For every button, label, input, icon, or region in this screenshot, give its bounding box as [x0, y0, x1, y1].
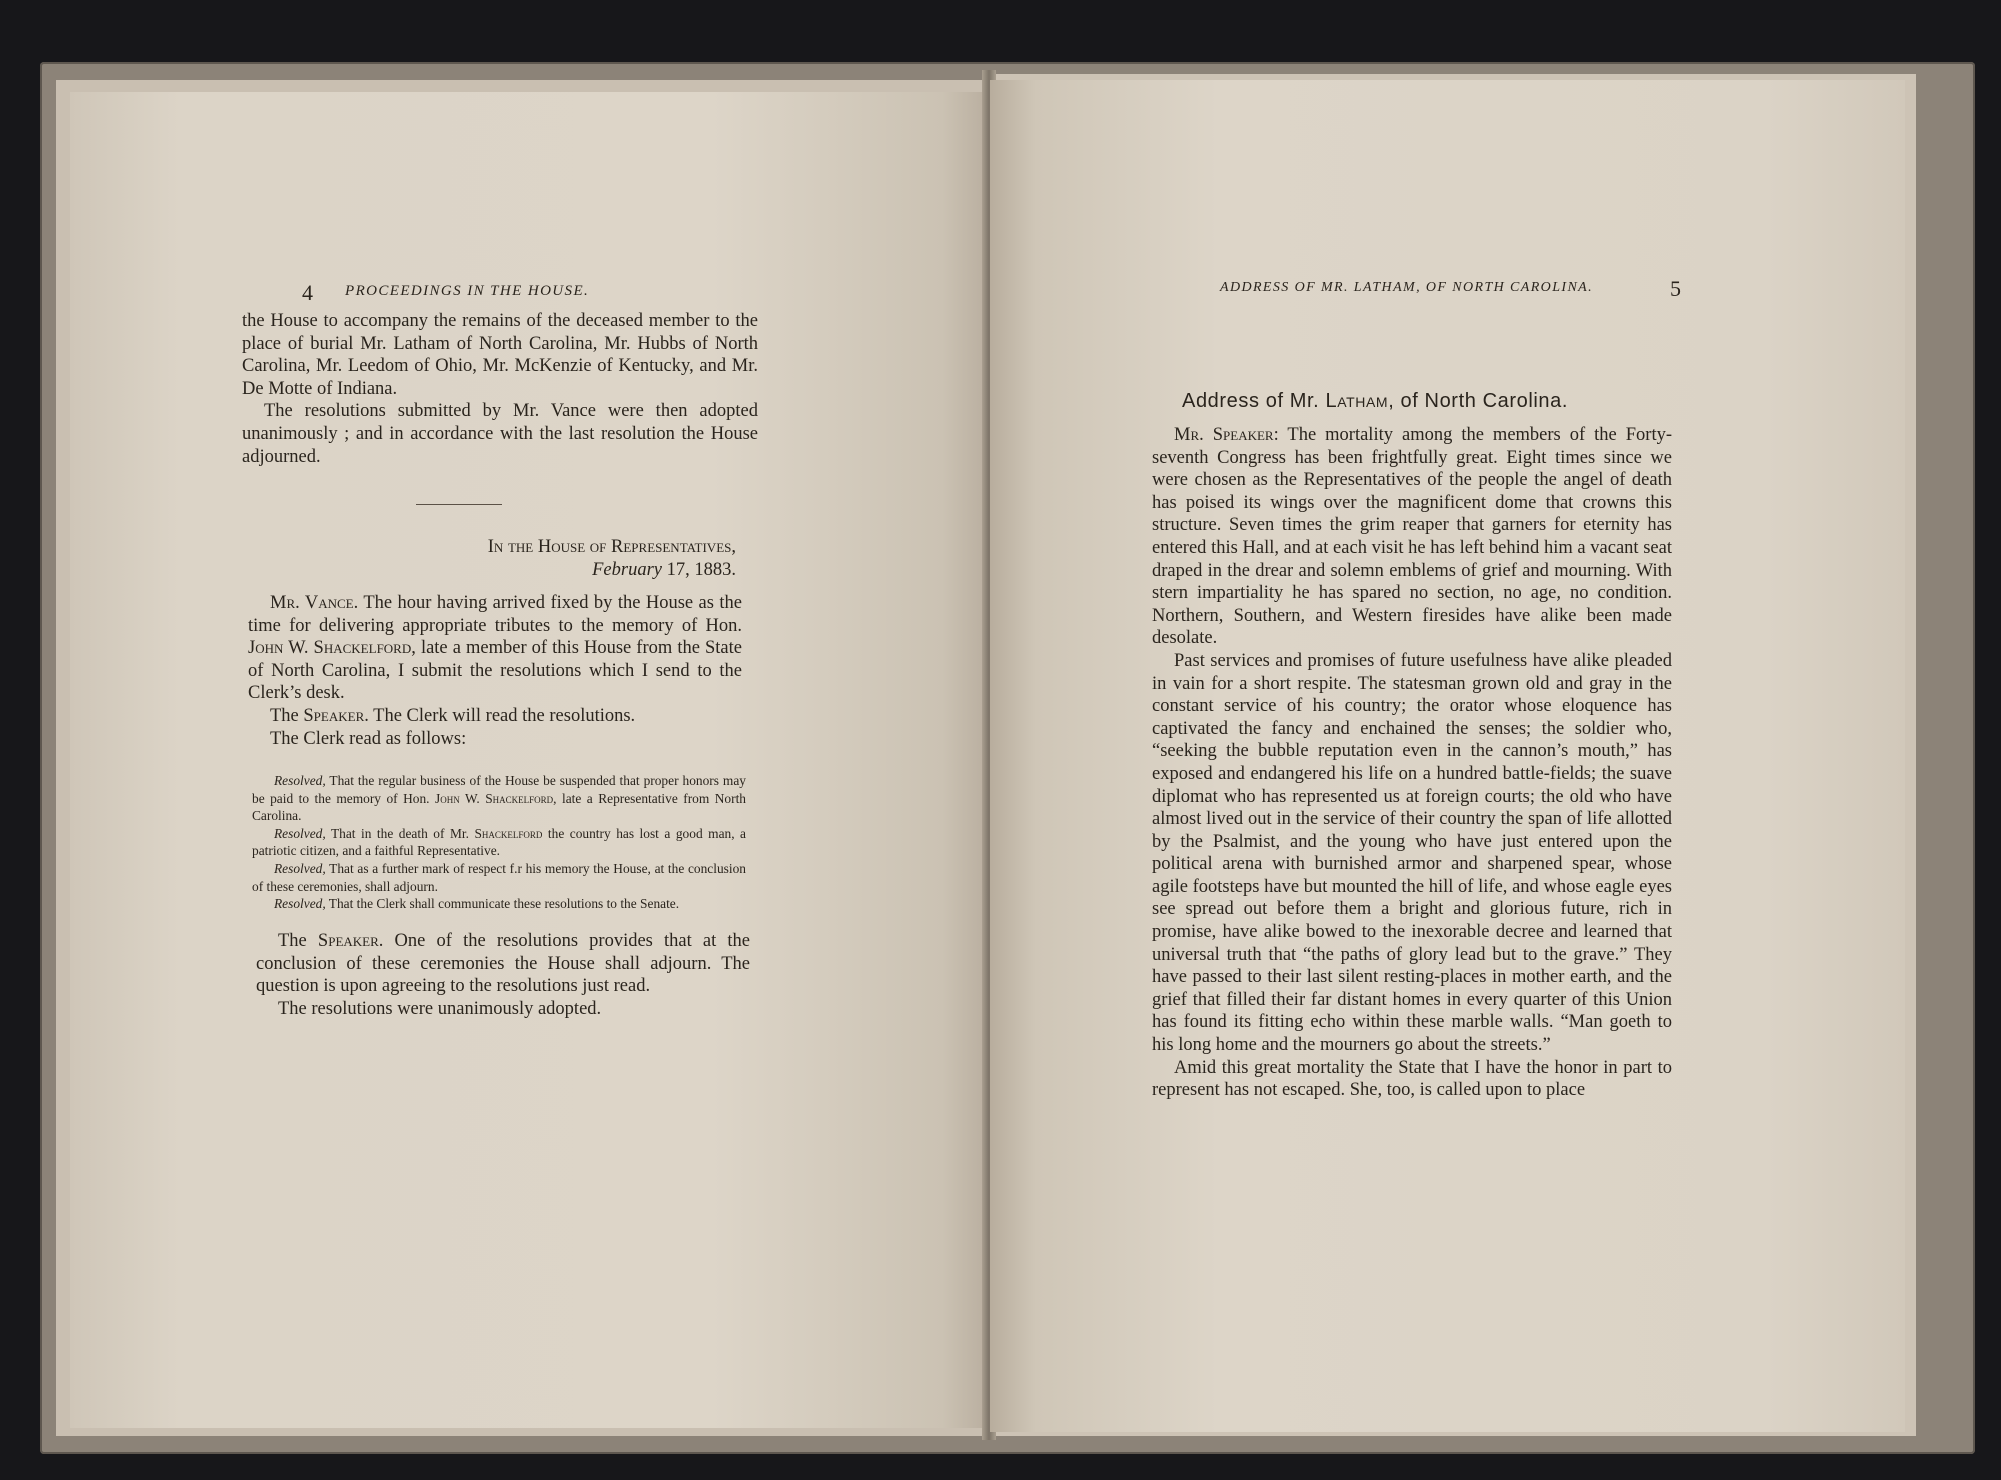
left-text-block-1 — [242, 310, 758, 468]
res4-text: That the Clerk shall communicate these resolutions to the Senate. — [325, 896, 680, 912]
heading-house: In the House of Representatives, — [487, 537, 736, 557]
speaker-vance: Mr. Vance. — [270, 593, 359, 613]
page-number-left: 4 — [302, 280, 313, 305]
vance-remarks — [248, 592, 742, 705]
address-salutation: Mr. Speaker: — [1174, 425, 1279, 445]
title-prefix: Address of Mr. — [1182, 390, 1326, 412]
page-number-right: 5 — [1670, 276, 1681, 301]
res2-name: Shackelford — [474, 825, 543, 841]
resolutions-block — [252, 772, 746, 913]
right-page — [990, 80, 1905, 1432]
res1-name: John W. Shackelford — [435, 790, 554, 806]
speaker-1-prefix: The — [270, 705, 304, 726]
heading-date — [260, 559, 736, 582]
resolution-2 — [252, 825, 746, 860]
heading-day-year: 17, 1883. — [662, 559, 736, 580]
left-page — [70, 92, 988, 1428]
resolution-3 — [252, 860, 746, 895]
vance-text-b: , late a member of this House from the State of North Carolina, I submit the resolutions which I send to the Clerk’s desk. — [248, 638, 742, 704]
paragraph-adopted: The resolutions submitted by Mr. Vance were then adopted unanimously ; and in accordance with the last resolution the House adjourned. — [242, 401, 758, 467]
resolution-4 — [252, 895, 746, 913]
member-name: John W. Shackelford — [248, 638, 412, 659]
resolution-1 — [252, 772, 746, 825]
clerk-line: The Clerk read as follows: — [270, 728, 467, 749]
left-text-block-2 — [248, 592, 742, 750]
speaker-title-2: Speaker — [317, 931, 379, 951]
vance-text-a: The hour having arrived fixed by the House as the time for delivering appropriate tributes to the memory of Hon. — [248, 593, 742, 636]
res3-text: That as a further mark of respect f.r his memory the House, at the conclusion of these ceremonies, shall adjourn. — [252, 860, 746, 894]
left-text-block-3 — [256, 930, 750, 1020]
speaker-2-prefix: The — [278, 931, 318, 951]
speaker-2-text: . One of the resolutions provides that at the conclusion of these ceremonies the House shall adjourn. The question is upon agreeing to the resolutions just read. — [256, 931, 751, 997]
res1-text-a: That the regular business of the House be suspended that proper honors may be paid to the memory of Hon. — [252, 773, 746, 806]
address-paragraph-1 — [1152, 424, 1672, 650]
address-body — [1152, 424, 1672, 1102]
res2-text-a: That in the death of Mr. — [325, 825, 475, 841]
res1-text-b: , late a Representative from North Carolina. — [252, 790, 747, 824]
speaker-title-1: Speaker — [303, 705, 365, 726]
title-name: Latham — [1325, 390, 1389, 412]
address-paragraph-3: Amid this great mortality the State that I have the honor in part to represent has not escaped. She, too, is called upon to place — [1152, 1057, 1672, 1101]
resolved-label-1: Resolved, — [274, 773, 326, 788]
res2-text-b: the country has lost a good man, a patriotic citizen, and a faithful Representative. — [252, 825, 747, 859]
speaker-remark-1 — [248, 705, 742, 728]
paragraph-continuation: the House to accompany the remains of the deceased member to the place of burial Mr. Latham of North Carolina, Mr. Hubbs of North Carolina, Mr. Leedom of Ohio, Mr. McKenzie of Kentucky, and Mr. De Motte of Indiana. — [242, 311, 758, 399]
speaker-1-text: . The Clerk will read the resolutions. — [364, 705, 636, 726]
address-title — [1182, 390, 1568, 413]
title-suffix: , of North Carolina. — [1388, 390, 1569, 412]
resolved-label-2: Resolved, — [274, 825, 326, 841]
address-paragraph-2: Past services and promises of future usefulness have alike pleaded in vain for a short respite. The statesman grown old and gray in the constant service of his country; the orator whose eloquence has captivated the fancy and enchained the senses; the soldier who, “seeking the bubble reputation even in the cannon’s mouth,” has exposed and endangered his life on a hundred battle-fields; the suave diplomat who has represented us at foreign courts; the old who have almost lived out in the service of their country the span of life allotted by the Psalmist, and the young who have just entered upon the political arena with burnished armor and sharpened spear, whose agile footsteps have but mounted the hill of life, and whose eagle eyes see spread out before them a bright and glorious future, rich in promise, have alike bowed to the inexorable decree and learned that universal truth that “the paths of glory lead but to the grave.” They have passed to their last silent resting-places in mother earth, and the grief that filled their far distant homes in every quarter of this Union has found its fitting echo within these marble walls. “Man goeth to his long home and the mourners go about the streets.” — [1152, 650, 1672, 1056]
resolved-label-3: Resolved, — [274, 860, 326, 876]
speaker-remark-2 — [256, 930, 750, 998]
session-heading — [260, 536, 736, 581]
section-divider — [416, 504, 502, 505]
final-line: The resolutions were unanimously adopted. — [278, 998, 602, 1019]
heading-month: February — [592, 559, 662, 580]
address-p1-text: The mortality among the members of the Forty-seventh Congress has been frightfully great. Eight times since we were chosen as the Representatives of the people the angel of death has poised its wings over the magnificent dome that crowns this structure. Seven times the grim reaper that garners for eternity has entered this Hall, and at each visit he has left behind him a vacant seat draped in the drear and solemn emblems of grief and mourning. With stern impartiality he has spared no section, no age, no condition. Northern, Southern, and Western firesides have alike been made desolate. — [1152, 425, 1672, 649]
running-head-right: ADDRESS OF MR. LATHAM, OF NORTH CAROLINA. — [1220, 280, 1594, 295]
running-head-left: PROCEEDINGS IN THE HOUSE. — [345, 283, 590, 299]
resolved-label-4: Resolved, — [274, 896, 326, 912]
